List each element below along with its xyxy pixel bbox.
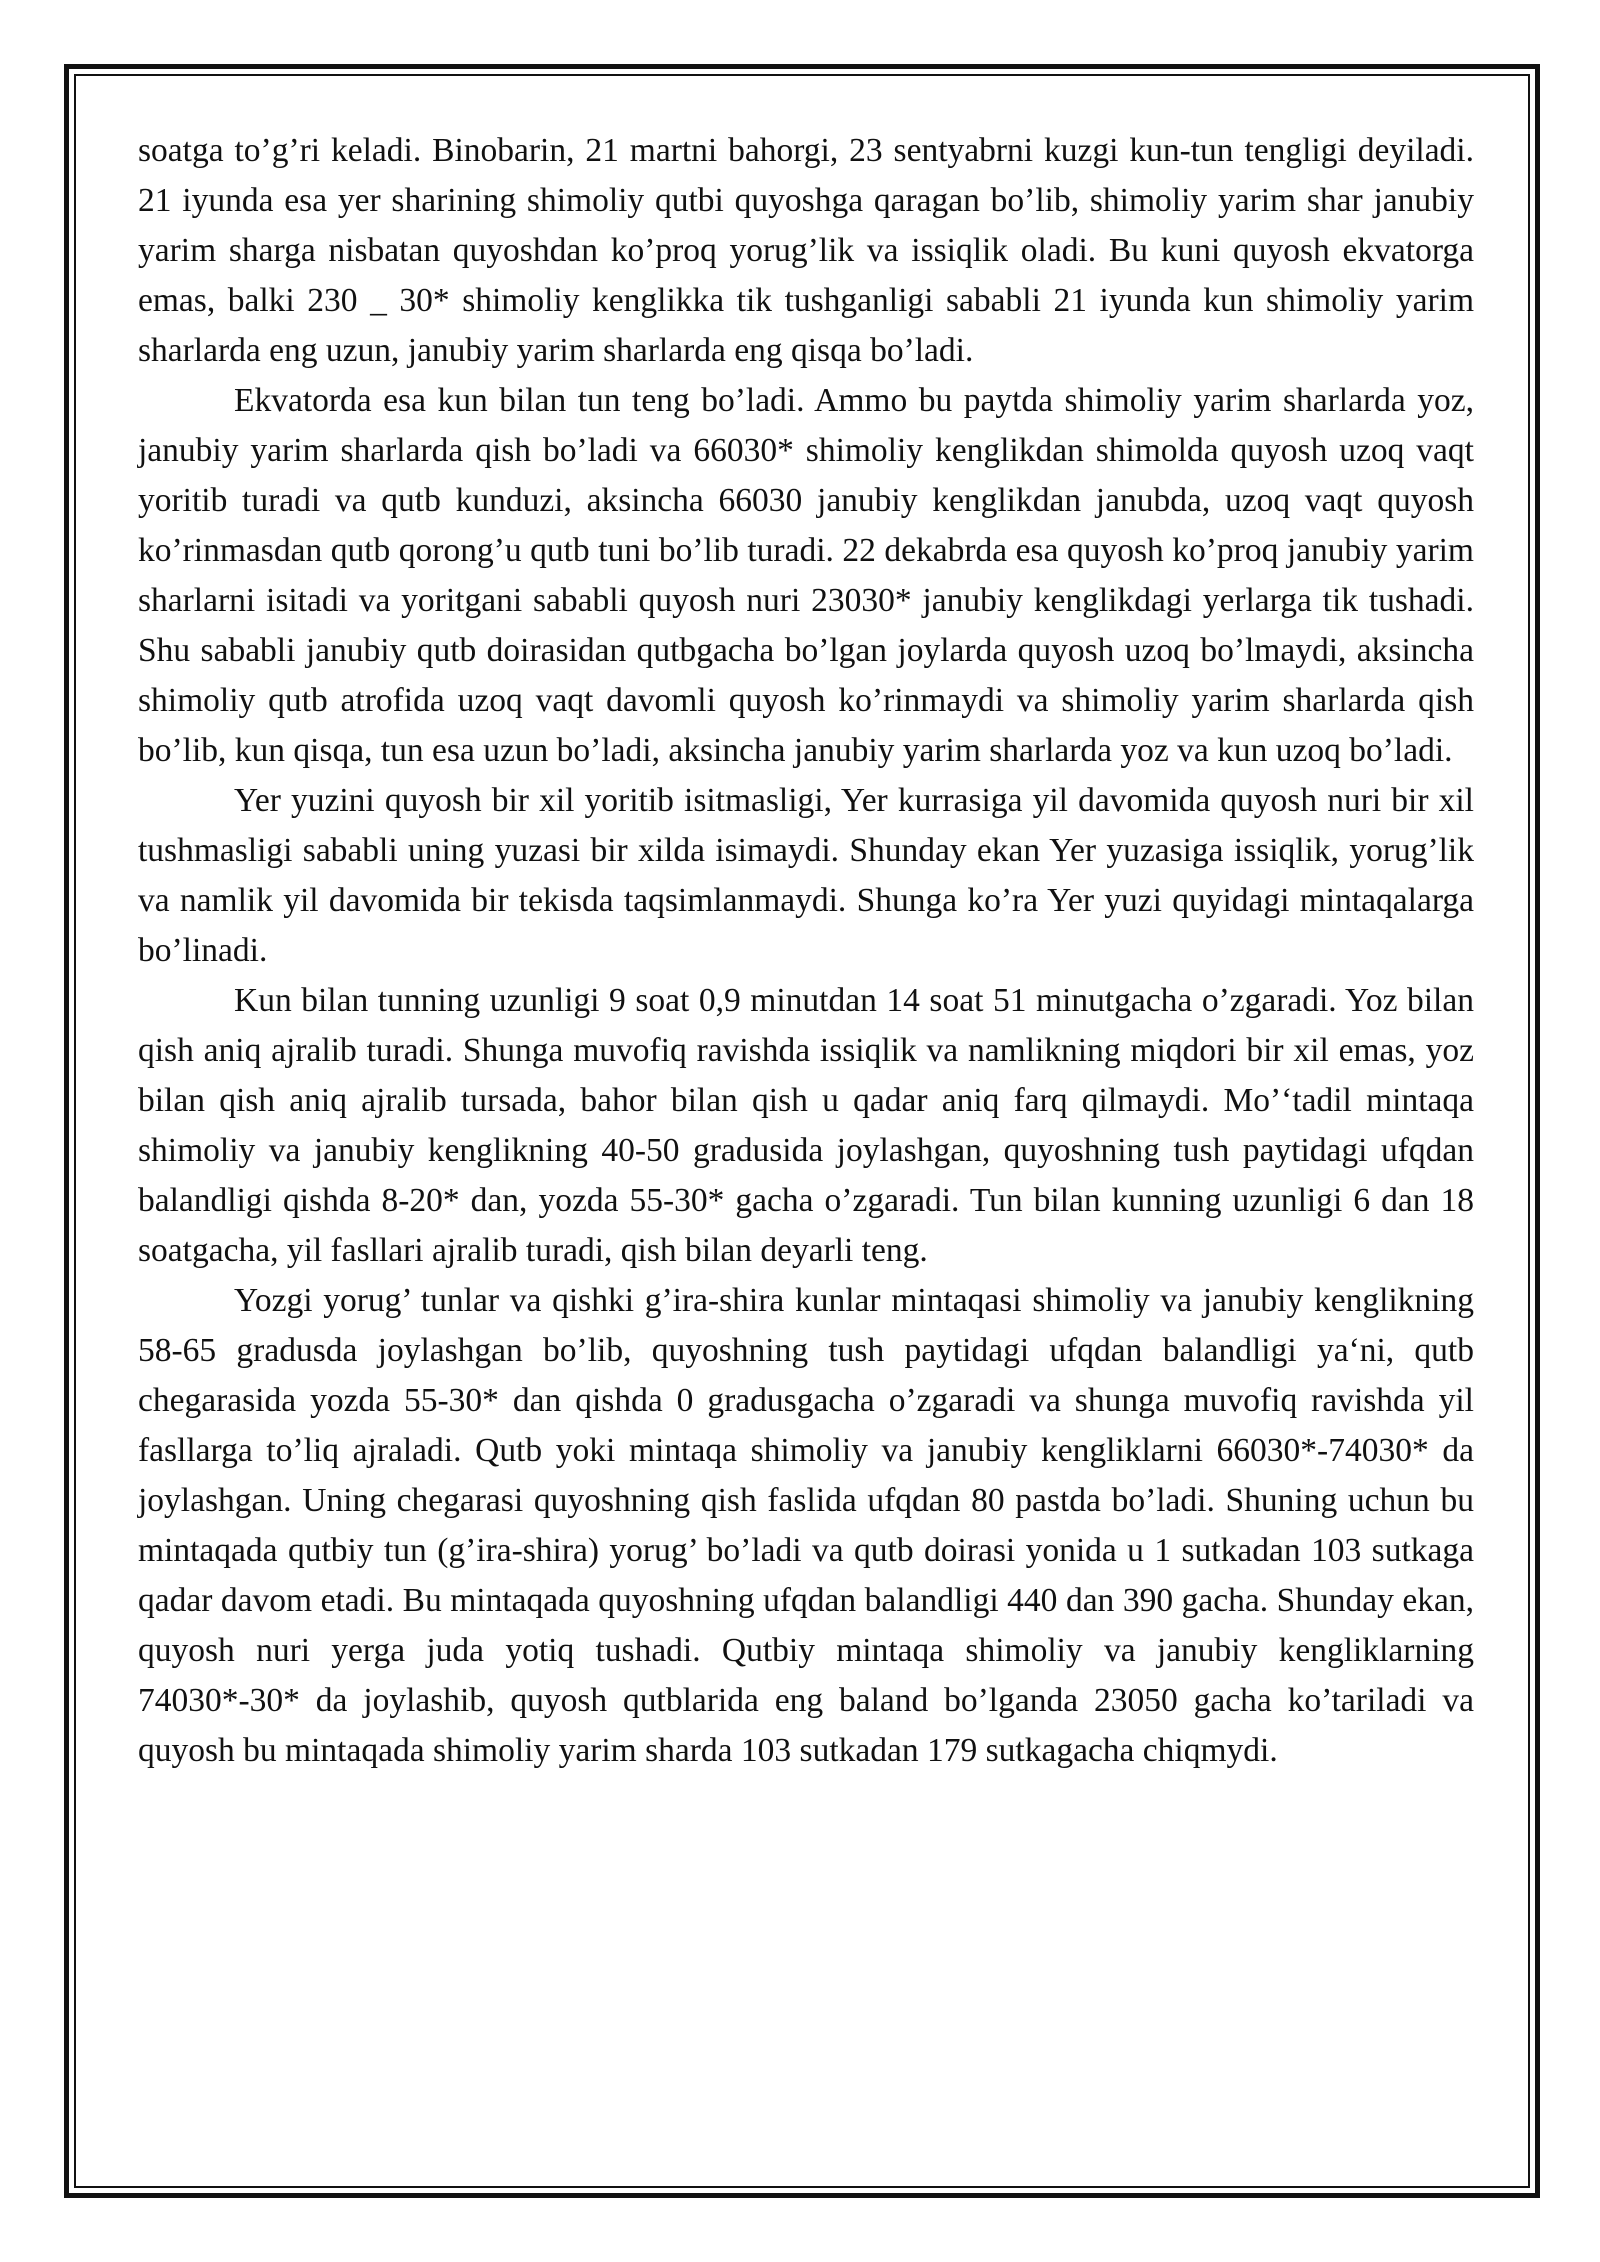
paragraph-temperate-zone: Kun bilan tunning uzunligi 9 soat 0,9 minutdan 14 soat 51 minutgacha o’zgaradi. Yoz bilan qish aniq ajralib turadi. Shunga muvofiq ravishda issiqlik va namlikning miqdori bir xil emas, yoz bilan qish aniq ajralib tursada, bahor bilan qish u qadar aniq farq qilmaydi. Mo’‘tadil mintaqa shimoliy va janubiy kenglikning 40-50 gradusida joylashgan, quyoshning tush paytidagi ufqdan balandligi qishda 8-20* dan, yozda 55-30* gacha o’zgaradi. Tun bilan kunning uzunligi 6 dan 18 soatgacha, yil fasllari ajralib turadi, qish bilan deyarli teng.	[138, 982, 1474, 1269]
paragraph-continuation: soatga to’g’ri keladi. Binobarin, 21 martni bahorgi, 23 sentyabrni kuzgi kun-tun tengligi deyiladi. 21 iyunda esa yer sharining shimoliy qutbi quyoshga qaragan bo’lib, shimoliy yarim shar janubiy yarim sharga nisbatan quyoshdan ko’proq yorug’lik va issiqlik oladi. Bu kuni quyosh ekvatorga emas, balki 230 _ 30* shimoliy kenglikka tik tushganligi sababli 21 iyunda kun shimoliy yarim sharlarda eng uzun, janubiy yarim sharlarda eng qisqa bo’ladi.	[138, 132, 1474, 369]
paragraph-equator: Ekvatorda esa kun bilan tun teng bo’ladi. Ammo bu paytda shimoliy yarim sharlarda yoz, janubiy yarim sharlarda qish bo’ladi va 66030* shimoliy kenglikdan shimolda quyosh uzoq vaqt yoritib turadi va qutb kunduzi, aksincha 66030 janubiy kenglikdan janubda, uzoq vaqt quyosh ko’rinmasdan qutb qorong’u qutb tuni bo’lib turadi. 22 dekabrda esa quyosh ko’proq janubiy yarim sharlarni isitadi va yoritgani sababli quyosh nuri 23030* janubiy kenglikdagi yerlarga tik tushadi. Shu sababli janubiy qutb doirasidan qutbgacha bo’lgan joylarda quyosh uzoq bo’lmaydi, aksincha shimoliy qutb atrofida uzoq vaqt davomli quyosh ko’rinmaydi va shimoliy yarim sharlarda qish bo’lib, kun qisqa, tun esa uzun bo’ladi, aksincha janubiy yarim sharlarda yoz va kun uzoq bo’ladi.	[138, 382, 1474, 769]
document-body	[138, 126, 1474, 1776]
paragraph-polar-zone: Yozgi yorug’ tunlar va qishki g’ira-shira kunlar mintaqasi shimoliy va janubiy kenglikning 58-65 gradusda joylashgan bo’lib, quyoshning tush paytidagi ufqdan balandligi ya‘ni, qutb chegarasida yozda 55-30* dan qishda 0 gradusgacha o’zgaradi va shunga muvofiq ravishda yil fasllarga to’liq ajraladi. Qutb yoki mintaqa shimoliy va janubiy kengliklarni 66030*-74030* da joylashgan. Uning chegarasi quyoshning qish faslida ufqdan 80 pastda bo’ladi. Shuning uchun bu mintaqada qutbiy tun (g’ira-shira) yorug’ bo’ladi va qutb doirasi yonida u 1 sutkadan 103 sutkaga qadar davom etadi. Bu mintaqada quyoshning ufqdan balandligi 440 dan 390 gacha. Shunday ekan, quyosh nuri yerga juda yotiq tushadi. Qutbiy mintaqa shimoliy va janubiy kengliklarning 74030*-30* da joylashib, quyosh qutblarida eng baland bo’lganda 23050 gacha ko’tariladi va quyosh bu mintaqada shimoliy yarim sharda 103 sutkadan 179 sutkagacha chiqmydi.	[138, 1282, 1474, 1769]
paragraph-uneven-heating: Yer yuzini quyosh bir xil yoritib isitmasligi, Yer kurrasiga yil davomida quyosh nuri bir xil tushmasligi sababli uning yuzasi bir xilda isimaydi. Shunday ekan Yer yuzasiga issiqlik, yorug’lik va namlik yil davomida bir tekisda taqsimlanmaydi. Shunga ko’ra Yer yuzi quyidagi mintaqalarga bo’linadi.	[138, 782, 1474, 969]
